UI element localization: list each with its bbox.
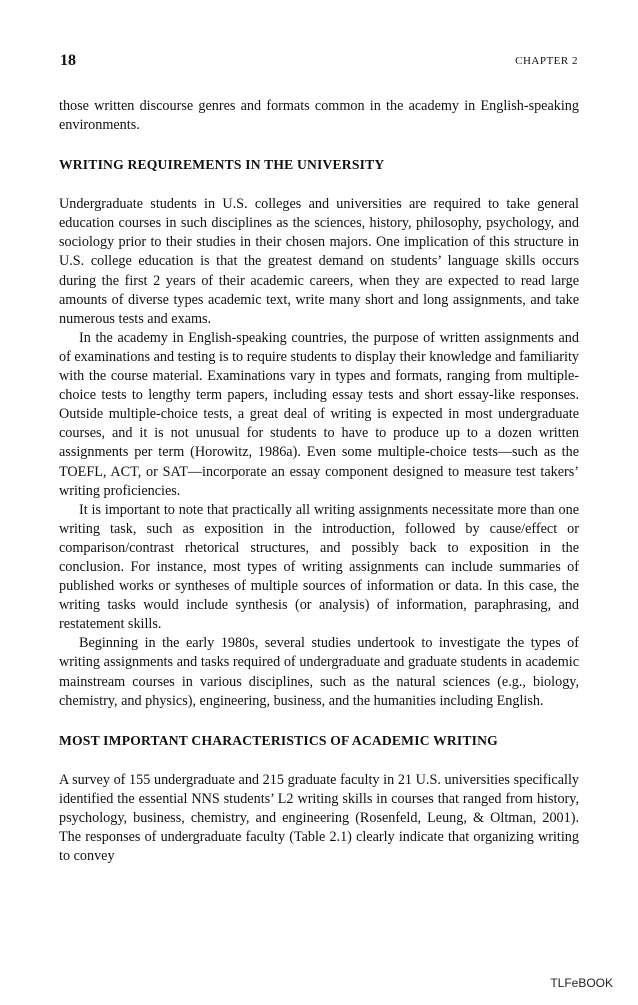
- paragraph-4: Beginning in the early 1980s, several studies undertook to investigate the types of writing assignments and tasks required of undergraduate and graduate students in academic mainstream courses in various disciplines, such as the natural sciences (e.g., biology, chemistry, and physics), engineering, business, and the humanities including English.: [59, 635, 579, 709]
- intro-paragraph: those written discourse genres and formats common in the academy in English-speaking environments.: [59, 98, 579, 134]
- section-heading-characteristics: MOST IMPORTANT CHARACTERISTICS OF ACADEMIC WRITING: [59, 732, 498, 748]
- section-heading-writing-requirements: WRITING REQUIREMENTS IN THE UNIVERSITY: [59, 157, 385, 173]
- chapter-label: CHAPTER 2: [515, 55, 578, 67]
- paragraph-2: In the academy in English-speaking countries, the purpose of written assignments and of examinations and testing is to require students to display their knowledge and familiarity with the course material. Examinations vary in types and formats, ranging from multiple-choice tests to lengthy term papers, including essay tests and short essay-like responses. Outside multiple-choice tests, a great deal of writing is expected in most undergraduate courses, and it is not unusual for students to have to produce up to a dozen written assignments per term (Horowitz, 1986a). Even some multiple-choice tests—such as the TOEFL, ACT, or SAT—incorporate an essay component designed to measure test takers’ writing proficiencies.: [59, 329, 579, 499]
- page-number: 18: [60, 52, 76, 69]
- paragraph-3: It is important to note that practically all writing assignments necessitate more than one writing task, such as exposition in the introduction, followed by cause/effect or comparison/contrast rhetorical structures, and possibly back to exposition in the conclusion. For instance, most types of writing assignments can include summaries of published works or syntheses of multiple sources of information or data. In this case, the writing tasks would include synthesis (or analysis) of information, paraphrasing, and restatement skills.: [59, 501, 579, 633]
- paragraph-5: A survey of 155 undergraduate and 215 graduate faculty in 21 U.S. universities specifically identified the essential NNS students’ L2 writing skills in courses that ranged from history, psychology, business, chemistry, and engineering (Rosenfeld, Leung, & Oltman, 2001). The responses of undergraduate faculty (Table 2.1) clearly indicate that organizing writing to convey: [59, 771, 579, 865]
- page-body: [59, 97, 579, 866]
- watermark-text: TLFeBOOK: [550, 976, 613, 990]
- paragraph-1: Undergraduate students in U.S. colleges and universities are required to take general education courses in such disciplines as the sciences, history, philosophy, psychology, and sociology prior to their studies in their chosen majors. One implication of this structure in U.S. college education is that the greatest demand on students’ language skills occurs during the first 2 years of their academic careers, when they are expected to read large amounts of diverse types academic text, write many short and long assignments, and take numerous tests and exams.: [59, 196, 579, 327]
